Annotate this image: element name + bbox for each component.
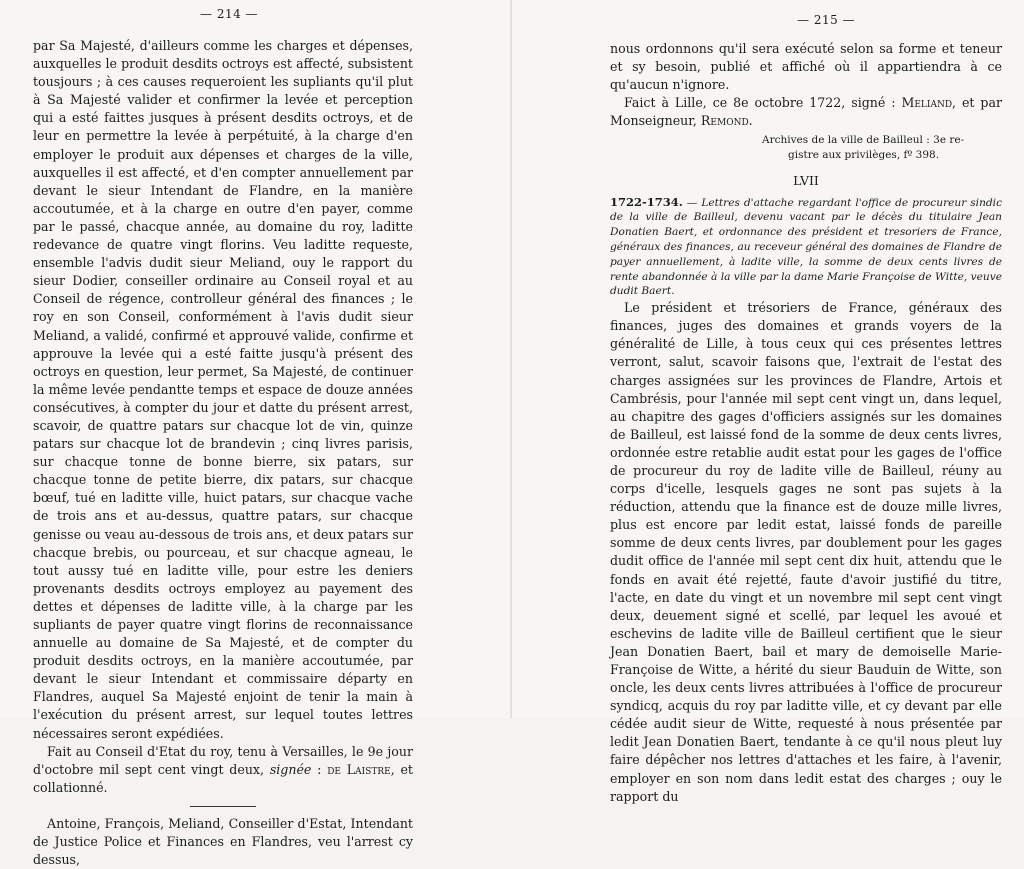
left-page [0, 0, 512, 868]
right-page-text [610, 40, 1002, 806]
faict-end: . [748, 113, 753, 129]
faict-mid: , et par Monseigneur, [610, 95, 1002, 129]
opening-paragraph: nous ordonnons qu'il sera exécuté selon sa forme et teneur et sy besoin, publié et affiché où il appartiendra à ce qu'aucun n'ignore. [610, 41, 1002, 93]
main-paragraph: Le président et trésoriers de France, généraux des finances, juges des domaines et grands voyers de la généralité de Lille, à tous ceux qui ces présentes lettres verront, salut, scavoir faisons que, l'extrait de l'estat des charges assignées sur les provinces de Flandre, Artois et Cambrésis, pour l'année mil sept cent vingt un, dans lequel, au chapitre des gages d'officiers assignés sur les domaines de Bailleul, est laissé fond de la somme de deux cents livres, ordonnée estre retablie audit estat pour les gages de l'office de procureur du roy de ladite ville de Bailleul, réuny au corps d'icelle, lesquels gages ne sont pas sujets à la réduction, attendu que la finance est de douze mille livres, plus est encore par ledit estat, laissé fonds de pareille somme de deux cents livres, par doublement pour les gages dudit office de l'année mil sept cent dix huit, attendu que le fonds en avait été rejetté, faute d'avoir justifié du titre, l'acte, en date du vingt et un novembre mil sept cent vingt deux, deuement signé et scellé, par lequel les avoué et eschevins de ladite ville de Bailleul certifient que le sieur Jean Donatien Baert, bail et mary de demoiselle Marie-Françoise de Witte, a hérité du sieur Bauduin de Witte, son oncle, les deux cents livres attribuées à l'office de procureur syndicq, acquis du roy par laditte ville, et cy devant par elle cédée audit sieur de Witte, requesté à nous présentée par ledit Jean Donatien Baert, tendante à ce qu'il nous pleut luy faire dépêcher nos lettres d'attaches et les faire, à l'avenir, employer en son nom dans ledit estat des charges ; ouy le rapport du [610, 300, 1002, 804]
archives-line-1: Archives de la ville de Bailleul : 3e re- [762, 134, 965, 147]
document-summary [610, 195, 1002, 300]
right-page [512, 0, 1024, 804]
summary-date: 1722-1734. [610, 194, 683, 209]
summary-dash: — [682, 196, 702, 209]
signature-lead: Fait au Conseil d'Etat du roy, tenu à Versailles, le 9e jour d'octobre mil sept cent vingt deux, [33, 743, 413, 777]
signer-remond: Remond [700, 113, 749, 129]
body-paragraph-last: Antoine, François, Meliand, Conseiller d'Estat, Intendant de Justice Police et Finances en Flandres, veu l'arrest cy dessus, [33, 815, 413, 868]
signature-colon: : [311, 761, 328, 777]
signature-paragraph [33, 743, 413, 797]
archives-line-2: gistre aux privilèges, fº 398. [788, 148, 940, 161]
faict-paragraph [610, 94, 1002, 130]
archives-reference [762, 133, 992, 162]
faict-lead: Faict à Lille, ce 8e octobre 1722, signé : [624, 95, 902, 111]
left-page-text [33, 37, 413, 869]
signature-tail: , et collationné. [33, 761, 413, 795]
signee-word: signée [269, 761, 312, 777]
body-paragraph: par Sa Majesté, d'ailleurs comme les charges et dépenses, auxquelles le produit desdits octroys est affecté, subsistent tousjours ; à ces causes requeroient les supliants qu'il plut à Sa Majesté valider et confirmer la levée et perception qui a esté faittes jusques à présent desdits octroys, et de leur en permettre la levée à perpétuité, à la charge d'en employer le produit aux dépenses et charges de la ville, auxquelles il est affecté, et d'en compter annuellement par devant le sieur Intendant de Flandre, en la manière accoutumée, et à la charge en outre d'en payer, comme par le passé, chacque année, au domaine du roy, laditte redevance de quatre vingt florins. Veu laditte requeste, ensemble l'advis dudit sieur Meliand, ouy le rapport du sieur Dodier, conseiller ordinaire au Conseil royal et au Conseil de régence, controlleur général des finances ; le roy en son Conseil, conformément à l'avis dudit sieur Meliand, a validé, confirmé et approuvé valide, confirme et approuve la levée qui a esté faitte jusqu'à présent des octroys en question, leur permet, Sa Majesté, de continuer la même levée pendantte temps et espace de douze années consécutives, à compter du jour et datte du présent arrest, scavoir, de quattre patars sur chacque lot de vin, quinze patars sur chacque lot de brandevin ; cinq livres parisis, sur chacque tonne de bonne bierre, six patars, sur chacque tonne de petite bierre, dix patars, sur chacque bœuf, tué en laditte ville, huict patars, sur chacque vache de trois ans et au-dessus, quattre patars, sur chacque genisse ou veau au-dessous de trois ans, et deux patars sur chacque brebis, ou pourceau, et sur chacque agneau, le tout aussy tué en laditte ville, pour estre les deniers provenants desdits octroys employez au payement des dettes et dépenses de laditte ville, à la charge par les supliants de payer quatre vingt florins de reconnaissance annuelle au domaine de Sa Majesté, et de compter du produit desdits octroys, en la manière accoutumée, par devant le sieur Intendant et commissaire départy en Flandres, auquel Sa Majesté enjoint de tenir la main à l'exécution du présent arrest, sur lequel toutes lettres nécessaires seront expédiées. [33, 38, 413, 741]
signer-name: de Laistre [327, 761, 391, 777]
signer-meliand: Meliand [901, 95, 953, 111]
section-divider [190, 806, 256, 807]
document-number: LVII [793, 173, 819, 189]
page-number: — 215 — [797, 13, 856, 27]
page-number: — 214 — [200, 7, 259, 21]
summary-text: Lettres d'attache regardant l'office de procureur sindic de la ville de Bailleul, devenu vacant par le décès du titulaire Jean Donatien Baert, et ordonnance des président et tresoriers de France, généraux des finances, au receveur général des domaines de Flandre de payer annuellement, à ladite ville, la somme de deux cents livres de rente abandonnée à la ville par la dame Marie Françoise de Witte, veuve dudit Baert. [610, 196, 1002, 298]
